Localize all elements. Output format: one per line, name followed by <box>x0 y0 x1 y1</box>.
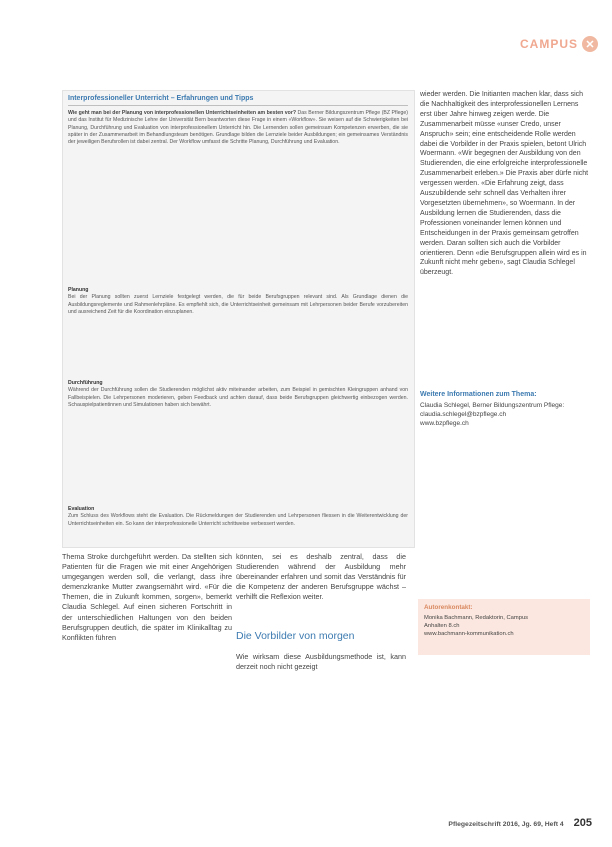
execution-text: Während der Durchführung sollen die Studierenden möglichst aktiv miteinander arbeiten, zum Beispiel in gemischten Kleingruppen anhand von Fallbeispielen. Die Lehrpersonen moderieren, geben Feedback und achten darauf, dass beide Berufsgruppen gleichwertig einbezogen werden. Schauspielpatientinnen und Simulationen haben sich bewährt. <box>68 387 408 408</box>
box-intro-text: Das Berner Bildungszentrum Pflege (BZ Pflege) und das Institut für Medizinische Lehre der Universität Bern beantworten diese Frage in einem «Workflow». Sie weisen auf die Schwierigkeiten bei Planung, Durchführung und Evaluation von interprofessionellem Unterricht hin. Die Lernenden sollen gemeinsam Kompetenzen erwerben, die sie später in der Zusammenarbeit im Behandlungsteam benötigen. Grundlage bilden die Lernziele beider Ausbildungen; ein gemeinsames Verständnis der jeweiligen Berufsrollen ist dabei zentral. Der Workflow umfasst die Schritte Planung, Durchführung und Evaluation. <box>68 110 408 146</box>
info-title: Weitere Informationen zum Thema: <box>420 391 537 398</box>
journal-citation: Pflegezeitschrift 2016, Jg. 69, Heft 4 <box>448 821 564 828</box>
evaluation-heading: Evaluation <box>68 506 95 512</box>
section-tag <box>520 36 598 52</box>
section-tag-label: CAMPUS <box>519 37 578 51</box>
box-intro <box>68 110 408 282</box>
page-number: 205 <box>573 817 592 829</box>
execution-heading: Durchführung <box>68 380 103 386</box>
author-title: Autorenkontakt: <box>424 604 473 611</box>
bottom-column-2: könnten, sei es deshalb zentral, dass die Studierenden während der Ausbildung mehr übereinander erfahren und somit das Verständnis für die Kompetenz der anderen Berufsgruppe wächst – verhilft die Reflexion weiter. <box>236 552 406 602</box>
box-title: Interprofessioneller Unterricht – Erfahrungen und Tipps <box>68 95 408 106</box>
page-footer <box>448 817 592 829</box>
author-line: Anhalten 8.ch <box>424 623 460 629</box>
bottom-column-2-continued: Wie wirksam diese Ausbildungsmethode ist, kann derzeit noch nicht gezeigt <box>236 652 406 672</box>
author-link[interactable]: www.bachmann-kommunikation.ch <box>424 631 514 637</box>
author-line: Monika Bachmann, Redaktorin, Campus <box>424 615 529 621</box>
close-icon: ✕ <box>582 36 598 52</box>
bottom-column-1: Thema Stroke durchgeführt werden. Da stellten sich Patienten für die Fragen wie mit einer Angehörigen umgegangen werden soll, die verlangt, dass ihre demenzkranke Mutter zwangsernährt wird. «Für die Themen, die in Zukunft kommen, sorgen», bemerkt Claudia Schlegel. Auf einen sicheren Fortschritt in der unterschiedlichen Haltungen von den beiden Berufsgruppen deutlich, die später im Klinikalltag zu Konflikten führen <box>62 552 232 642</box>
info-link[interactable]: www.bzpflege.ch <box>420 420 469 427</box>
right-column-text: wieder werden. Die Initianten machen klar, dass sich die Nachhaltigkeit des interprofessionellen Lernens erst über Jahre hinweg zeigen werde. Die Zusammenarbeit müsse «unser Credo, unser Anspruch» sein; eine entscheidende Rolle werden dabei die Vorbilder in der Praxis spielen, betont Ulrich Woermann. «Wir begegnen der Ausbildung von den Studierenden, die eine erfolgreiche interprofessionelle Zusammenarbeit erleben.» Die Praxis aber dürfe nicht vergessen werden. «Die Erfahrung zeigt, dass Auszubildende sehr schnell das Verhalten ihrer Vorgesetzten übernehmen», so Woermann. In der Ausbildung lernen die Studierenden, dass die Professionen voneinander lernen können und Entscheidungen in der Praxis gemeinsam getroffen werden. Daran sollten sich auch die Vorbilder orientieren. Denn «die Berufsgruppen allein wird es in Zukunft nicht mehr geben», sagt Claudia Schlegel überzeugt. <box>420 91 589 277</box>
section-heading: Die Vorbilder von morgen <box>236 630 355 642</box>
planning-section <box>68 287 408 377</box>
evaluation-section <box>68 506 408 544</box>
planning-text: Bei der Planung sollten zuerst Lernziele festgelegt werden, die für beide Berufsgruppen relevant sind. Als Grundlage dienen die Ausbildungsreglemente und Rahmenlehrpläne. Es empfiehlt sich, die Unterrichtseinheit gemeinsam mit Lehrpersonen beider Berufe vorzubereiten und ausreichend Zeit für die Koordination einzuplanen. <box>68 294 408 315</box>
planning-heading: Planung <box>68 287 89 293</box>
box-intro-lead: Wie geht man bei der Planung von interprofessionellen Unterrichtseinheiten am besten vor? <box>68 110 297 116</box>
author-text <box>424 614 584 638</box>
execution-section <box>68 380 408 520</box>
evaluation-text: Zum Schluss des Workflows steht die Evaluation. Die Rückmeldungen der Studierenden und Lehrpersonen fliessen in die Weiterentwicklung der Unterrichtseinheiten ein. So kann der interprofessionelle Unterricht schrittweise verbessert werden. <box>68 513 408 527</box>
info-block <box>420 401 590 428</box>
info-line: Claudia Schlegel, Berner Bildungszentrum Pflege: claudia.schlegel@bzpflege.ch <box>420 402 565 418</box>
